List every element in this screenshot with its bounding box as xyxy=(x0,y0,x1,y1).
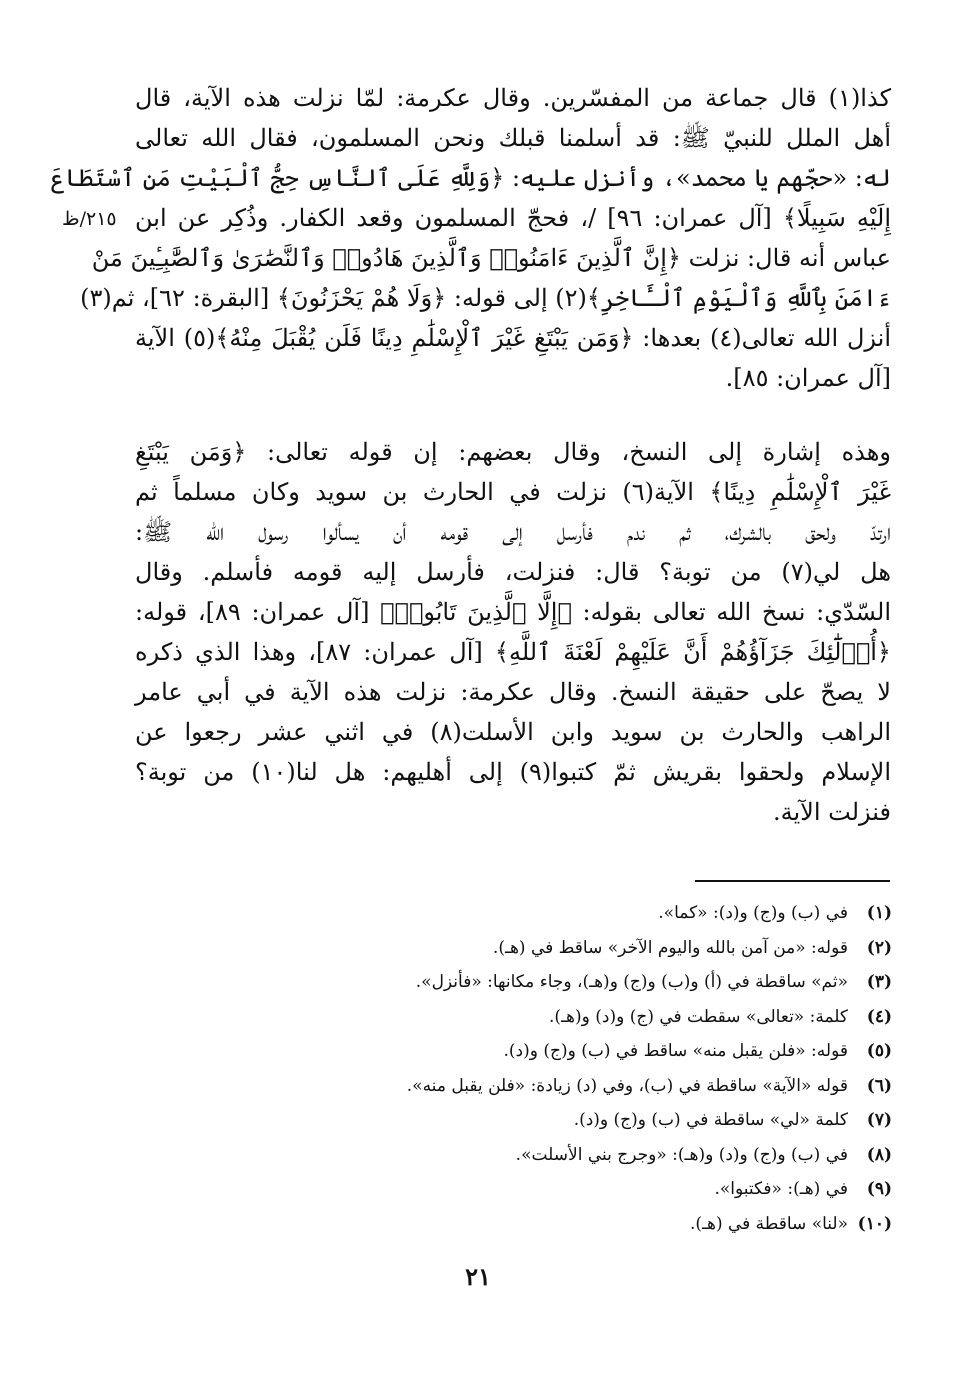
footnote-text: كلمة «لي» ساقطة في (ب) و(ج) و(د). xyxy=(573,1110,848,1130)
footnote xyxy=(132,1103,892,1138)
text-line: ﴿أُو۟لَٰٓئِكَ جَزَآؤُهُمْ أَنَّ عَلَيْهِمْ لَعْنَةَ ٱللَّهِ﴾ [آل عمران: ٨٧]، وهذا الذي ذكره xyxy=(135,638,891,666)
text-line: السّدّي: نسخ الله تعالى بقوله: ﴿إِلَّا ٱلَّذِينَ تَابُوا۟﴾ [آل عمران: ٨٩]، قوله: xyxy=(135,598,891,626)
footnote-text: قوله: «فلن يقبل منه» ساقط في (ب) و(ج) و(د). xyxy=(503,1041,848,1061)
text-line: أنزل الله تعالى(٤) بعدها: ﴿وَمَن يَبْتَغِ غَيْرَ ٱلْإِسْلَٰمِ دِينًا فَلَن يُقْبَلَ مِنْهُ﴾(٥) الآية xyxy=(135,324,892,352)
footnote-number: (١٠) xyxy=(857,1213,892,1234)
footnote-text: في (هـ): «فكتبوا». xyxy=(714,1179,848,1199)
page-number: ٢١ xyxy=(465,1262,491,1291)
footnote-number: (٨) xyxy=(866,1144,892,1165)
text-line: له: «حجّهم يا محمد»، وأنزل عليه: ﴿وَلِلَّهِ عَلَى ٱلنَّاسِ حِجُّ ٱلْبَيْتِ مَنِ ٱسْتَطَاعَ xyxy=(50,164,891,192)
text-line: وهذه إشارة إلى النسخ، وقال بعضهم: إن قوله تعالى: ﴿وَمَن يَبْتَغِ xyxy=(135,438,891,466)
footnote xyxy=(132,1172,892,1207)
text-line: ءَامَنَ بِٱللَّهِ وَٱلْيَوْمِ ٱلْـَٔاخِرِ﴾(٢) إلى قوله: ﴿وَلَا هُمْ يَحْزَنُونَ﴾ [البقرة: ٦٢]، ثم(٣) xyxy=(80,284,891,312)
text-line: عباس أنه قال: نزلت ﴿إِنَّ ٱلَّذِينَ ءَامَنُوا۟ وَٱلَّذِينَ هَادُوا۟ وَٱلنَّصَٰرَىٰ وَٱلصَّٰبِـِٔينَ مَنْ xyxy=(91,244,891,272)
footnote-number: (٥) xyxy=(866,1041,892,1061)
text-line: لا يصحّ على حقيقة النسخ. وقال عكرمة: نزلت هذه الآية في أبي عامر xyxy=(135,678,891,706)
footnote xyxy=(132,896,892,931)
footnote-number: (٩) xyxy=(866,1179,892,1199)
footnote-text: قوله: «من آمن بالله واليوم الآخر» ساقط في (هـ). xyxy=(492,937,848,958)
footnote-number: (٢) xyxy=(866,937,892,958)
footnote xyxy=(132,1069,892,1104)
footnote xyxy=(132,1138,892,1173)
text-line: أهل الملل للنبيّ ﷺ: قد أسلمنا قبلك ونحن المسلمون، فقال الله تعالى xyxy=(135,124,891,152)
footnote-text: «لنا» ساقطة في (هـ). xyxy=(689,1213,848,1234)
footnote-number: (٧) xyxy=(866,1110,892,1130)
text-line: فنزلت الآية. xyxy=(773,798,891,826)
footnote xyxy=(132,931,892,966)
footnote xyxy=(132,1207,892,1242)
text-line: [آل عمران: ٨٥]. xyxy=(725,364,891,392)
footnote xyxy=(132,1000,892,1035)
text-line: غَيْرَ ٱلْإِسْلَٰمِ دِينًا﴾ الآية(٦) نزلت في الحارث بن سويد وكان مسلماً ثم xyxy=(135,478,891,506)
footnote-text: قوله «الآية» ساقطة في (ب)، وفي (د) زيادة: «فلن يقبل منه». xyxy=(406,1075,848,1096)
footnote-number: (٣) xyxy=(866,972,892,992)
footnote-text: في (ب) و(ج) و(د) و(هـ): «وجرج بني الأسلت». xyxy=(515,1144,848,1165)
footnote-text: في (ب) و(ج) و(د): «كما». xyxy=(658,903,848,923)
footnote-text: «ثم» ساقطة في (أ) و(ب) و(ج) و(هـ)، وجاء مكانها: «فأنزل». xyxy=(415,972,848,992)
text-line: كذا(١) قال جماعة من المفسّرين. وقال عكرمة: لمّا نزلت هذه الآية، قال xyxy=(135,84,891,112)
body-paragraph-2 xyxy=(135,432,891,832)
text-line: الراهب والحارث بن سويد وابن الأسلت(٨) في اثني عشر رجعوا عن xyxy=(135,718,891,746)
footnote-number: (٦) xyxy=(866,1075,892,1096)
text-line: ارتدّ ولحق بالشرك، ثم ندم فأرسل إلى قومه أن يسألوا رسول الله ﷺ: xyxy=(135,518,891,546)
footnote-text: كلمة: «تعالى» سقطت في (ج) و(د) و(هـ). xyxy=(549,1006,848,1027)
footnote-separator xyxy=(695,880,890,882)
footnote xyxy=(132,1034,892,1069)
text-line: هل لي(٧) من توبة؟ قال: فنزلت، فأرسل إليه قومه فأسلم. وقال xyxy=(135,558,892,586)
manuscript-folio-marker: ٢١٥/ظ xyxy=(62,208,117,230)
footnote-number: (٤) xyxy=(866,1006,892,1027)
text-line: إِلَيْهِ سَبِيلًا﴾ [آل عمران: ٩٦] /، فحجّ المسلمون وقعد الكفار. وذُكِر عن ابن xyxy=(135,204,891,232)
footnote-number: (١) xyxy=(866,903,892,923)
footnotes xyxy=(132,896,892,1241)
text-line: الإسلام ولحقوا بقريش ثمّ كتبوا(٩) إلى أهليهم: هل لنا(١٠) من توبة؟ xyxy=(135,758,892,786)
footnote xyxy=(132,965,892,1000)
